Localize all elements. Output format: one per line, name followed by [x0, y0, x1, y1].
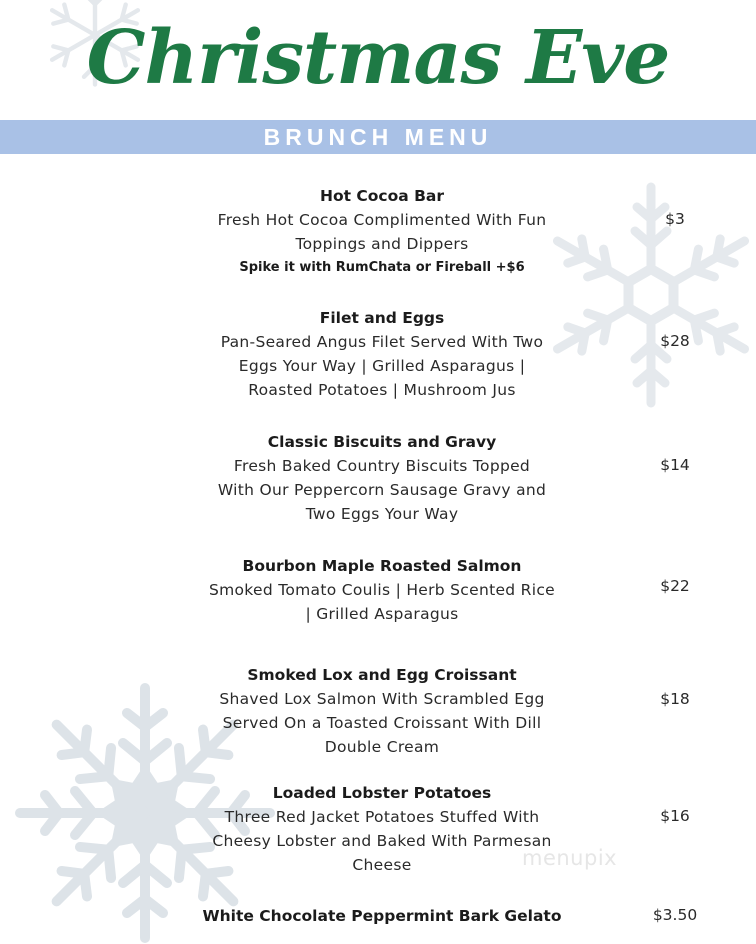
menu-item-name: White Chocolate Peppermint Bark Gelato: [202, 907, 562, 925]
menu-item-description: Cheesy Lobster and Baked With Parmesan: [212, 832, 552, 850]
page-title: Christmas Eve: [86, 15, 670, 101]
menu-item-description: Pan-Seared Angus Filet Served With Two: [220, 333, 544, 351]
menu-item-name: Loaded Lobster Potatoes: [272, 784, 492, 802]
menu-item-description: With Our Peppercorn Sausage Gravy and: [217, 481, 547, 499]
menu-item-price: $28: [660, 332, 690, 350]
menu-item: [180, 554, 584, 626]
menu-item-description: Served On a Toasted Croissant With Dill: [222, 714, 542, 732]
menu-item-name: Classic Biscuits and Gravy: [267, 433, 497, 451]
menu-item-description: Shaved Lox Salmon With Scrambled Egg: [219, 690, 545, 708]
menu-item-name: Hot Cocoa Bar: [319, 187, 445, 205]
menu-item: [180, 306, 584, 402]
menu-item: [180, 184, 584, 280]
menu-item: [180, 663, 584, 759]
menu-item-description: Roasted Potatoes | Mushroom Jus: [248, 381, 516, 399]
menu-item-description: Fresh Baked Country Biscuits Topped: [233, 457, 531, 475]
menu-item-price: $3: [665, 210, 685, 228]
menu-item-description: Double Cream: [324, 738, 440, 756]
menu-item-description: Eggs Your Way | Grilled Asparagus |: [238, 357, 526, 375]
menu-item-description: Smoked Tomato Coulis | Herb Scented Rice: [208, 581, 555, 599]
watermark: menupix: [522, 846, 618, 870]
menu-item-price: $22: [660, 577, 690, 595]
menu-item-description: Fresh Hot Cocoa Complimented With Fun: [217, 211, 547, 229]
menu-item-description: Cheese: [352, 856, 412, 874]
menu-item-note: Spike it with RumChata or Fireball +$6: [239, 260, 525, 275]
menu-item: [180, 904, 584, 928]
menu-item-price: $3.50: [652, 906, 698, 924]
menu-item-name: Bourbon Maple Roasted Salmon: [242, 557, 522, 575]
menu-item: [180, 430, 584, 526]
menu-item-description: Three Red Jacket Potatoes Stuffed With: [224, 808, 540, 826]
subtitle-band: [0, 120, 756, 154]
menu-item-description: Two Eggs Your Way: [305, 505, 459, 523]
menu-item-price: $14: [660, 456, 690, 474]
menu-item-description: | Grilled Asparagus: [305, 605, 459, 623]
menu-item-price: $18: [660, 690, 690, 708]
menu-subtitle: BRUNCH MENU: [263, 123, 493, 150]
menu-item-price: $16: [660, 807, 690, 825]
menu-item-name: Smoked Lox and Egg Croissant: [247, 666, 517, 684]
menu-item-description: Toppings and Dippers: [295, 235, 469, 253]
menu-item-name: Filet and Eggs: [319, 309, 445, 327]
